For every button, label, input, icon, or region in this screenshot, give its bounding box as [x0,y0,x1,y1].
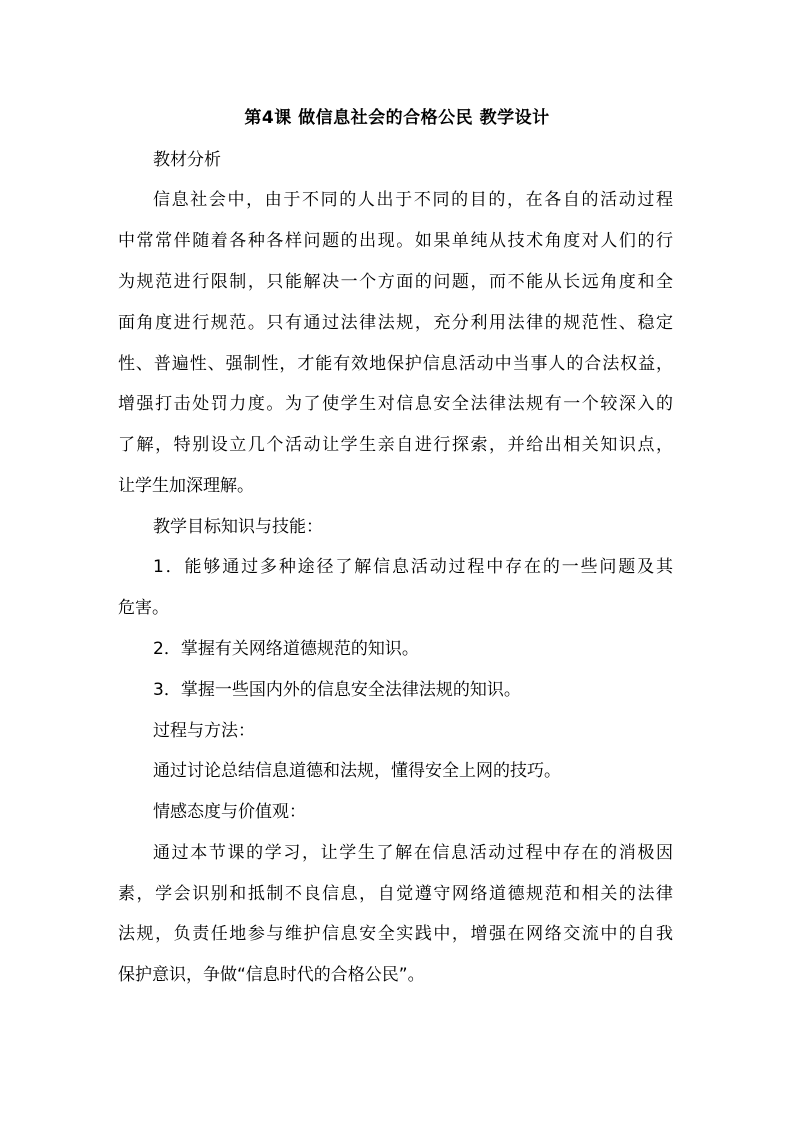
paragraph-line: 素，学会识别和抵制不良信息，自觉遵守网络道德规范和相关的法律 [118,884,673,904]
paragraph-line: 信息社会中，由于不同的人出于不同的目的，在各自的活动过程 [153,190,673,210]
section-heading-textbook-analysis: 教材分析 [153,150,221,170]
goal-item-1: 1．能够通过多种途径了解信息活动过程中存在的一些问题及其 [153,557,673,577]
section-heading-process-method: 过程与方法： [153,721,255,741]
goal-item-3: 3．掌握一些国内外的信息安全法律法规的知识。 [153,680,521,700]
paragraph-line: 面角度进行规范。只有通过法律法规，充分利用法律的规范性、稳定 [118,313,673,333]
paragraph-line: 法规，负责任地参与维护信息安全实践中，增强在网络交流中的自我 [118,924,673,944]
goal-item-1-continued: 危害。 [118,598,169,618]
process-text: 通过讨论总结信息道德和法规，懂得安全上网的技巧。 [153,761,561,781]
paragraph-line: 让学生加深理解。 [118,476,254,496]
goal-item-2: 2．掌握有关网络道德规范的知识。 [153,639,419,659]
paragraph-line: 性、普遍性、强制性，才能有效地保护信息活动中当事人的合法权益， [118,354,673,374]
document-title: 第4课 做信息社会的合格公民 教学设计 [244,108,550,128]
paragraph-line: 了解，特别设立几个活动让学生亲自进行探索，并给出相关知识点， [118,435,673,455]
paragraph-line: 为规范进行限制，只能解决一个方面的问题，而不能从长远角度和全 [118,272,673,292]
paragraph-line: 中常常伴随着各种各样问题的出现。如果单纯从技术角度对人们的行 [118,231,673,251]
section-heading-teaching-goals: 教学目标知识与技能： [153,517,323,537]
paragraph-line: 通过本节课的学习，让学生了解在信息活动过程中存在的消极因 [153,843,673,863]
paragraph-line: 增强打击处罚力度。为了使学生对信息安全法律法规有一个较深入的 [118,394,673,414]
paragraph-line: 保护意识，争做“信息时代的合格公民”。 [118,965,425,985]
section-heading-emotion-values: 情感态度与价值观： [153,802,306,822]
